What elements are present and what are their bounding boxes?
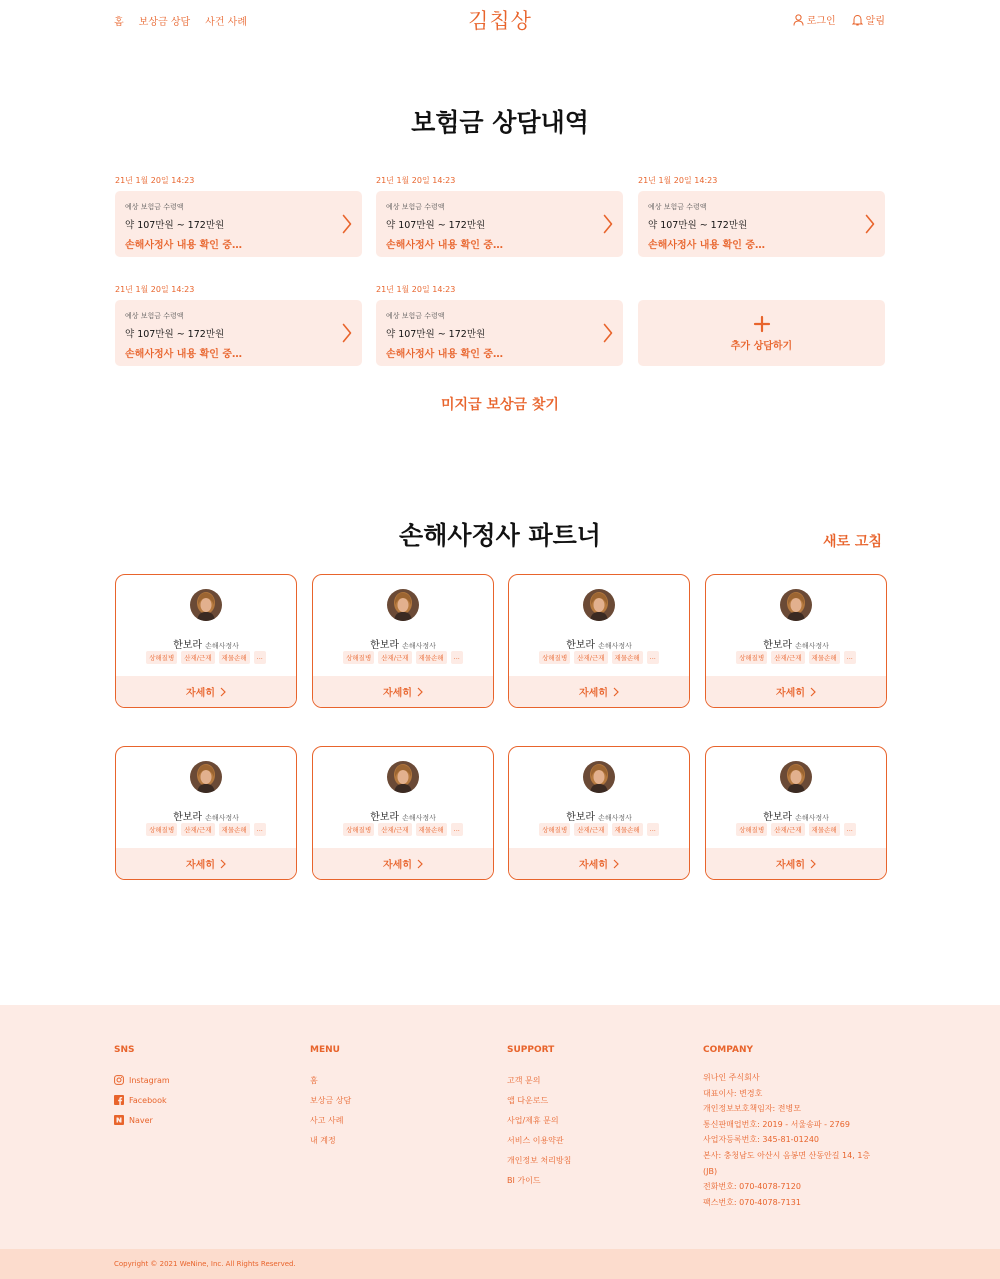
sns-label: Naver (129, 1115, 153, 1125)
expected-amount-label: 예상 보험금 수령액 (386, 203, 445, 211)
specialty-tag: 상해질병 (539, 651, 570, 664)
chevron-right-icon (613, 859, 619, 869)
specialty-tag: 상해질병 (736, 823, 767, 836)
footer (0, 1005, 1000, 1249)
sns-label: Instagram (129, 1075, 170, 1085)
avatar (780, 761, 812, 793)
specialty-tag: ... (844, 823, 856, 836)
specialty-tag: 상해질병 (146, 823, 177, 836)
avatar (387, 589, 419, 621)
footer-sns (114, 1045, 170, 1130)
chevron-right-icon (417, 859, 423, 869)
user-nav (793, 12, 885, 27)
partner-role: 손해사정사 (402, 814, 436, 822)
partners-title: 손해사정사 파트너 (399, 521, 601, 550)
consult-card[interactable] (376, 191, 623, 257)
consult-title: 보험금 상담내역 (411, 108, 589, 137)
partner-name: 한보라 (566, 812, 596, 823)
specialty-tags (706, 651, 886, 664)
chevron-right-icon (220, 687, 226, 697)
specialty-tag: ... (254, 823, 266, 836)
specialty-tags (313, 823, 493, 836)
nav-cases[interactable]: 사건 사례 (205, 17, 247, 28)
expected-amount-label: 예상 보험금 수령액 (125, 312, 184, 320)
footer-menu-link[interactable]: 사고 사례 (310, 1115, 344, 1125)
partner-detail-button[interactable] (116, 676, 296, 707)
avatar-image (780, 761, 812, 793)
chevron-right-icon (342, 323, 352, 343)
avatar (190, 761, 222, 793)
consult-item (376, 174, 623, 257)
plus-icon (753, 315, 771, 333)
specialty-tag: 재물손해 (416, 823, 447, 836)
detail-label: 자세히 (186, 688, 215, 699)
avatar (190, 589, 222, 621)
footer-support-link[interactable]: BI 가이드 (507, 1175, 541, 1185)
consult-status: 손해사정사 내용 확인 중… (125, 349, 243, 360)
company-info-line: 전화번호: 070-4078-7120 (703, 1182, 801, 1192)
instagram-icon (114, 1075, 124, 1085)
partner-name-row (706, 633, 886, 652)
partner-card (508, 746, 690, 880)
partner-name-row (116, 805, 296, 824)
company-info-line: 통신판매업번호: 2019 - 서울송파 - 2769 (703, 1119, 850, 1129)
partner-detail-button[interactable] (509, 848, 689, 879)
partner-detail-button[interactable] (706, 848, 886, 879)
avatar-image (387, 761, 419, 793)
footer-support-link[interactable]: 개인정보 처리방침 (507, 1155, 572, 1165)
consult-date: 21년 1월 20일 14:23 (638, 176, 718, 185)
partner-name-row (706, 805, 886, 824)
partner-card (508, 574, 690, 708)
avatar-image (387, 589, 419, 621)
footer-menu-link[interactable]: 홈 (310, 1075, 318, 1085)
specialty-tag: 산재/근재 (574, 823, 607, 836)
specialty-tags (116, 651, 296, 664)
detail-label: 자세히 (383, 688, 412, 699)
footer-support-link[interactable]: 사업/제휴 문의 (507, 1115, 559, 1125)
add-consult-button[interactable] (638, 300, 885, 366)
consult-status: 손해사정사 내용 확인 중… (386, 349, 504, 360)
specialty-tag: 산재/근재 (378, 651, 411, 664)
specialty-tag: ... (451, 823, 463, 836)
specialty-tag: ... (647, 651, 659, 664)
partner-detail-button[interactable] (509, 676, 689, 707)
footer-support-link[interactable]: 서비스 이용약관 (507, 1135, 564, 1145)
chevron-right-icon (603, 214, 613, 234)
consult-status: 손해사정사 내용 확인 중… (386, 240, 504, 251)
expected-amount-label: 예상 보험금 수령액 (648, 203, 707, 211)
detail-label: 자세히 (579, 860, 608, 871)
consult-item (115, 174, 362, 257)
partner-role: 손해사정사 (205, 814, 239, 822)
specialty-tag: 산재/근재 (181, 823, 214, 836)
partner-role: 손해사정사 (205, 642, 239, 650)
specialty-tag: 재물손해 (416, 651, 447, 664)
specialty-tag: 상해질병 (343, 823, 374, 836)
add-consult-label: 추가 상담하기 (730, 340, 793, 352)
footer-menu-link[interactable]: 보상금 상담 (310, 1095, 352, 1105)
partner-name: 한보라 (370, 812, 400, 823)
footer-menu-title: MENU (310, 1045, 340, 1055)
specialty-tags (706, 823, 886, 836)
partner-role: 손해사정사 (598, 642, 632, 650)
partner-role: 손해사정사 (402, 642, 436, 650)
company-info-line: 위나인 주식회사 (703, 1073, 760, 1082)
logo[interactable]: 김칩상 (468, 9, 532, 33)
partner-card (115, 746, 297, 880)
specialty-tag: ... (647, 823, 659, 836)
partner-name: 한보라 (763, 640, 793, 651)
partner-role: 손해사정사 (795, 814, 829, 822)
company-info-line: 개인정보보호책임자: 전병모 (703, 1104, 801, 1114)
consult-date: 21년 1월 20일 14:23 (115, 176, 195, 185)
expected-amount: 약 107만원 ~ 172만원 (125, 220, 225, 231)
avatar-image (583, 761, 615, 793)
expected-amount: 약 107만원 ~ 172만원 (386, 329, 486, 340)
consult-date: 21년 1월 20일 14:23 (376, 285, 456, 294)
avatar-image (190, 589, 222, 621)
consult-date: 21년 1월 20일 14:23 (115, 285, 195, 294)
partner-detail-button[interactable] (313, 848, 493, 879)
footer-sns-title: SNS (114, 1045, 135, 1055)
detail-label: 자세히 (579, 688, 608, 699)
chevron-right-icon (220, 859, 226, 869)
chevron-right-icon (810, 859, 816, 869)
specialty-tag: 상해질병 (736, 651, 767, 664)
avatar-image (190, 761, 222, 793)
chevron-right-icon (342, 214, 352, 234)
specialty-tag: 재물손해 (809, 651, 840, 664)
footer-support-link[interactable]: 고객 문의 (507, 1075, 541, 1085)
header (0, 0, 1000, 40)
specialty-tag: 산재/근재 (574, 651, 607, 664)
footer-support (507, 1045, 571, 1190)
chevron-right-icon (810, 687, 816, 697)
partner-name: 한보라 (173, 640, 203, 651)
avatar (583, 761, 615, 793)
login-button[interactable] (793, 12, 836, 27)
specialty-tags (313, 651, 493, 664)
specialty-tag: 산재/근재 (771, 651, 804, 664)
consult-status: 손해사정사 내용 확인 중… (648, 240, 766, 251)
detail-label: 자세히 (776, 860, 805, 871)
specialty-tag: 재물손해 (809, 823, 840, 836)
consult-card[interactable] (638, 191, 885, 257)
expected-amount: 약 107만원 ~ 172만원 (648, 220, 748, 231)
footer-menu-link[interactable]: 내 계정 (310, 1135, 336, 1145)
partner-card (705, 746, 887, 880)
partner-role: 손해사정사 (795, 642, 829, 650)
consult-item (115, 283, 362, 366)
footer-company (703, 1045, 883, 1210)
partner-name-row (313, 805, 493, 824)
expected-amount: 약 107만원 ~ 172만원 (386, 220, 486, 231)
specialty-tag: 산재/근재 (771, 823, 804, 836)
specialty-tag: 상해질병 (343, 651, 374, 664)
partner-name: 한보라 (370, 640, 400, 651)
avatar-image (583, 589, 615, 621)
footer-sns-link[interactable] (114, 1110, 170, 1130)
expected-amount-label: 예상 보험금 수령액 (125, 203, 184, 211)
partner-card (312, 574, 494, 708)
specialty-tag: 재물손해 (612, 823, 643, 836)
avatar (583, 589, 615, 621)
expected-amount-label: 예상 보험금 수령액 (386, 312, 445, 320)
partner-name-row (116, 633, 296, 652)
consult-item (376, 283, 623, 366)
footer-company-title: COMPANY (703, 1045, 753, 1055)
specialty-tag: 상해질병 (146, 651, 177, 664)
copyright: Copyright © 2021 WeNine, Inc. All Rights Reserved. (0, 1249, 1000, 1279)
chevron-right-icon (613, 687, 619, 697)
company-info-line: 본사: 충청남도 아산시 음봉면 산동안길 14, 1층 (JB) (703, 1150, 871, 1176)
nav-home[interactable]: 홈 (114, 17, 124, 28)
find-unpaid-link[interactable]: 미지급 보상금 찾기 (441, 397, 559, 413)
bell-icon (852, 14, 863, 26)
specialty-tags (509, 823, 689, 836)
chevron-right-icon (417, 687, 423, 697)
avatar (387, 761, 419, 793)
specialty-tag: 상해질병 (539, 823, 570, 836)
specialty-tag: 재물손해 (219, 823, 250, 836)
avatar-image (780, 589, 812, 621)
partner-card (705, 574, 887, 708)
specialty-tags (116, 823, 296, 836)
expected-amount: 약 107만원 ~ 172만원 (125, 329, 225, 340)
company-info-line: 대표이사: 변경호 (703, 1088, 763, 1098)
chevron-right-icon (865, 214, 875, 234)
consult-date: 21년 1월 20일 14:23 (376, 176, 456, 185)
detail-label: 자세히 (186, 860, 215, 871)
footer-support-title: SUPPORT (507, 1045, 555, 1055)
consult-status: 손해사정사 내용 확인 중… (125, 240, 243, 251)
partner-role: 손해사정사 (598, 814, 632, 822)
partner-name: 한보라 (566, 640, 596, 651)
naver-icon (114, 1115, 124, 1125)
detail-label: 자세히 (776, 688, 805, 699)
detail-label: 자세히 (383, 860, 412, 871)
footer-menu (310, 1045, 351, 1150)
user-icon (793, 14, 804, 26)
add-consult-item (638, 300, 885, 366)
footer-sns-link[interactable] (114, 1090, 170, 1110)
refresh-button[interactable]: 새로 고침 (823, 534, 882, 550)
specialty-tag: 재물손해 (612, 651, 643, 664)
nav-consult[interactable]: 보상금 상담 (138, 17, 191, 28)
specialty-tag: 산재/근재 (378, 823, 411, 836)
consult-card[interactable] (376, 300, 623, 366)
specialty-tag: ... (451, 651, 463, 664)
partner-detail-button[interactable] (116, 848, 296, 879)
avatar (780, 589, 812, 621)
partner-card (115, 574, 297, 708)
partner-detail-button[interactable] (313, 676, 493, 707)
footer-support-link[interactable]: 앱 다운로드 (507, 1095, 549, 1105)
partner-name-row (509, 805, 689, 824)
chevron-right-icon (603, 323, 613, 343)
partner-name: 한보라 (763, 812, 793, 823)
partner-name-row (313, 633, 493, 652)
company-info-line: 사업자등록번호: 345-81-01240 (703, 1135, 820, 1145)
footer-sns-link[interactable] (114, 1070, 170, 1090)
partner-card (312, 746, 494, 880)
specialty-tag: ... (254, 651, 266, 664)
specialty-tag: ... (844, 651, 856, 664)
company-info-line: 팩스번호: 070-4078-7131 (703, 1197, 801, 1207)
partner-name-row (509, 633, 689, 652)
specialty-tag: 재물손해 (219, 651, 250, 664)
alarm-label: 알림 (865, 16, 885, 27)
partner-detail-button[interactable] (706, 676, 886, 707)
consult-card[interactable] (115, 300, 362, 366)
partner-name: 한보라 (173, 812, 203, 823)
facebook-icon (114, 1095, 124, 1105)
alarm-button[interactable] (852, 12, 885, 27)
consult-item (638, 174, 885, 257)
specialty-tag: 산재/근재 (181, 651, 214, 664)
login-label: 로그인 (806, 16, 836, 27)
specialty-tags (509, 651, 689, 664)
sns-label: Facebook (129, 1095, 167, 1105)
consult-card[interactable] (115, 191, 362, 257)
